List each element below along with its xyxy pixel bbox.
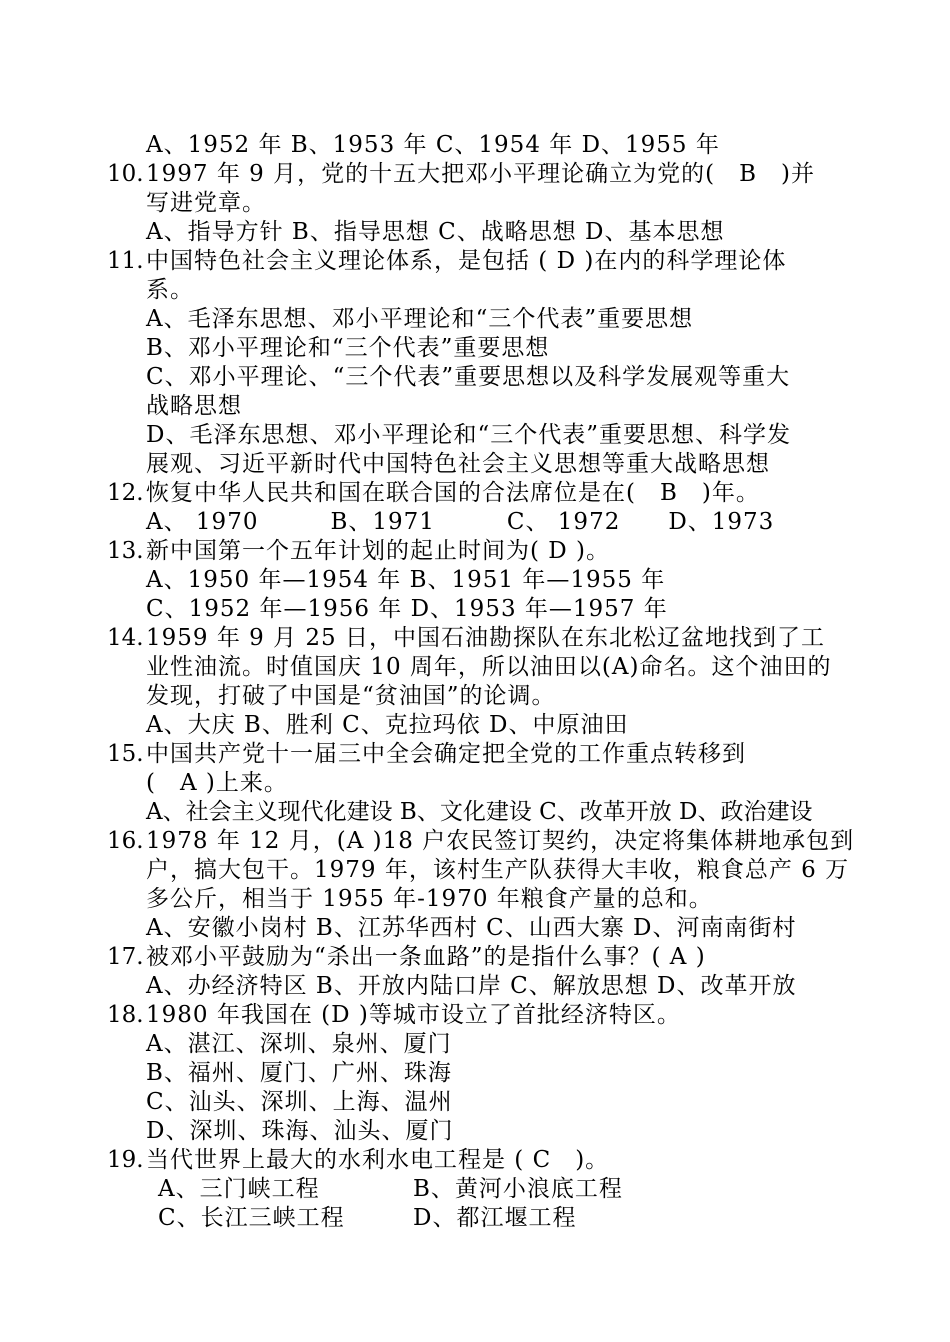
question-number: 11. [107, 248, 144, 274]
question-10-cont: 写进党章。 [146, 190, 266, 216]
question-text: 中国共产党十一届三中全会确定把全党的工作重点转移到 [146, 741, 746, 767]
q18-option-d: D、深圳、珠海、汕头、厦门 [146, 1118, 454, 1144]
question-text: 1980 年我国在 (D )等城市设立了首批经济特区。 [146, 1002, 681, 1028]
q18-option-a: A、湛江、深圳、泉州、厦门 [146, 1031, 452, 1057]
question-14 [107, 624, 825, 652]
q18-option-c: C、汕头、深圳、上海、温州 [146, 1089, 453, 1115]
question-number: 16. [107, 828, 144, 854]
question-number: 13. [107, 538, 144, 564]
question-16-cont: 户，搞大包干。1979 年，该村生产队获得大丰收，粮食总产 6 万 [146, 857, 850, 883]
q14-options: A、大庆 B、胜利 C、克拉玛依 D、中原油田 [146, 712, 629, 738]
question-number: 15. [107, 741, 144, 767]
question-text: 被邓小平鼓励为“杀出一条血路”的是指什么事？( A ) [146, 944, 706, 970]
question-14-cont: 业性油流。时值国庆 10 周年，所以油田以(A)命名。这个油田的 [146, 654, 832, 680]
q11-option-d-cont: 展观、习近平新时代中国特色社会主义思想等重大战略思想 [146, 451, 770, 477]
question-text: 1997 年 9 月，党的十五大把邓小平理论确立为党的( B )并 [146, 161, 815, 187]
question-16 [107, 827, 854, 855]
q18-option-b: B、福州、厦门、广州、珠海 [146, 1060, 452, 1086]
q11-option-d: D、毛泽东思想、邓小平理论和“三个代表”重要思想、科学发 [146, 422, 791, 448]
question-number: 19. [107, 1147, 144, 1173]
q15-options: A、社会主义现代化建设 B、文化建设 C、改革开放 D、政治建设 [146, 799, 813, 825]
question-16-cont: 多公斤，相当于 1955 年-1970 年粮食产量的总和。 [146, 886, 713, 912]
q19-option-a: A、三门峡工程 [158, 1176, 320, 1202]
question-number: 14. [107, 625, 144, 651]
question-number: 18. [107, 1002, 144, 1028]
question-number: 10. [107, 161, 144, 187]
q10-options: A、指导方针 B、指导思想 C、战略思想 D、基本思想 [146, 219, 725, 245]
q13-options-cd: C、1952 年—1956 年 D、1953 年—1957 年 [146, 596, 668, 622]
question-15-cont: ( A )上来。 [146, 770, 288, 796]
question-14-cont: 发现，打破了中国是“贫油国”的论调。 [146, 683, 556, 709]
q9-options: A、1952 年 B、1953 年 C、1954 年 D、1955 年 [146, 132, 720, 158]
q19-option-d: D、都江堰工程 [413, 1205, 577, 1231]
question-12 [107, 479, 760, 507]
q11-option-a: A、毛泽东思想、邓小平理论和“三个代表”重要思想 [146, 306, 694, 332]
q17-options: A、办经济特区 B、开放内陆口岸 C、解放思想 D、改革开放 [146, 973, 797, 999]
question-18 [107, 1001, 681, 1029]
question-11-cont: 系。 [146, 277, 194, 303]
q13-options-ab: A、1950 年—1954 年 B、1951 年—1955 年 [146, 567, 666, 593]
question-number: 17. [107, 944, 144, 970]
question-text: 新中国第一个五年计划的起止时间为( D )。 [146, 538, 611, 564]
question-17 [107, 943, 706, 971]
q16-options: A、安徽小岗村 B、江苏华西村 C、山西大寨 D、河南南街村 [146, 915, 797, 941]
q11-option-b: B、邓小平理论和“三个代表”重要思想 [146, 335, 550, 361]
q19-option-c: C、长江三峡工程 [158, 1205, 345, 1231]
question-15 [107, 740, 746, 768]
question-number: 12. [107, 480, 144, 506]
question-text: 中国特色社会主义理论体系，是包括 ( D )在内的科学理论体 [146, 248, 787, 274]
question-text: 1978 年 12 月，(A )18 户农民签订契约，决定将集体耕地承包到 [146, 828, 855, 854]
question-13 [107, 537, 610, 565]
q11-option-c: C、邓小平理论、“三个代表”重要思想以及科学发展观等重大 [146, 364, 791, 390]
question-text: 当代世界上最大的水利水电工程是 ( C )。 [146, 1147, 610, 1173]
q12-options: A、 1970 B、1971 C、 1972 D、1973 [146, 509, 775, 535]
q19-option-b: B、黄河小浪底工程 [413, 1176, 623, 1202]
question-text: 恢复中华人民共和国在联合国的合法席位是在( B )年。 [146, 480, 760, 506]
question-11 [107, 247, 786, 275]
question-text: 1959 年 9 月 25 日，中国石油勘探队在东北松辽盆地找到了工 [146, 625, 825, 651]
question-10 [107, 160, 815, 188]
q11-option-c-cont: 战略思想 [146, 393, 242, 419]
question-19 [107, 1146, 609, 1174]
